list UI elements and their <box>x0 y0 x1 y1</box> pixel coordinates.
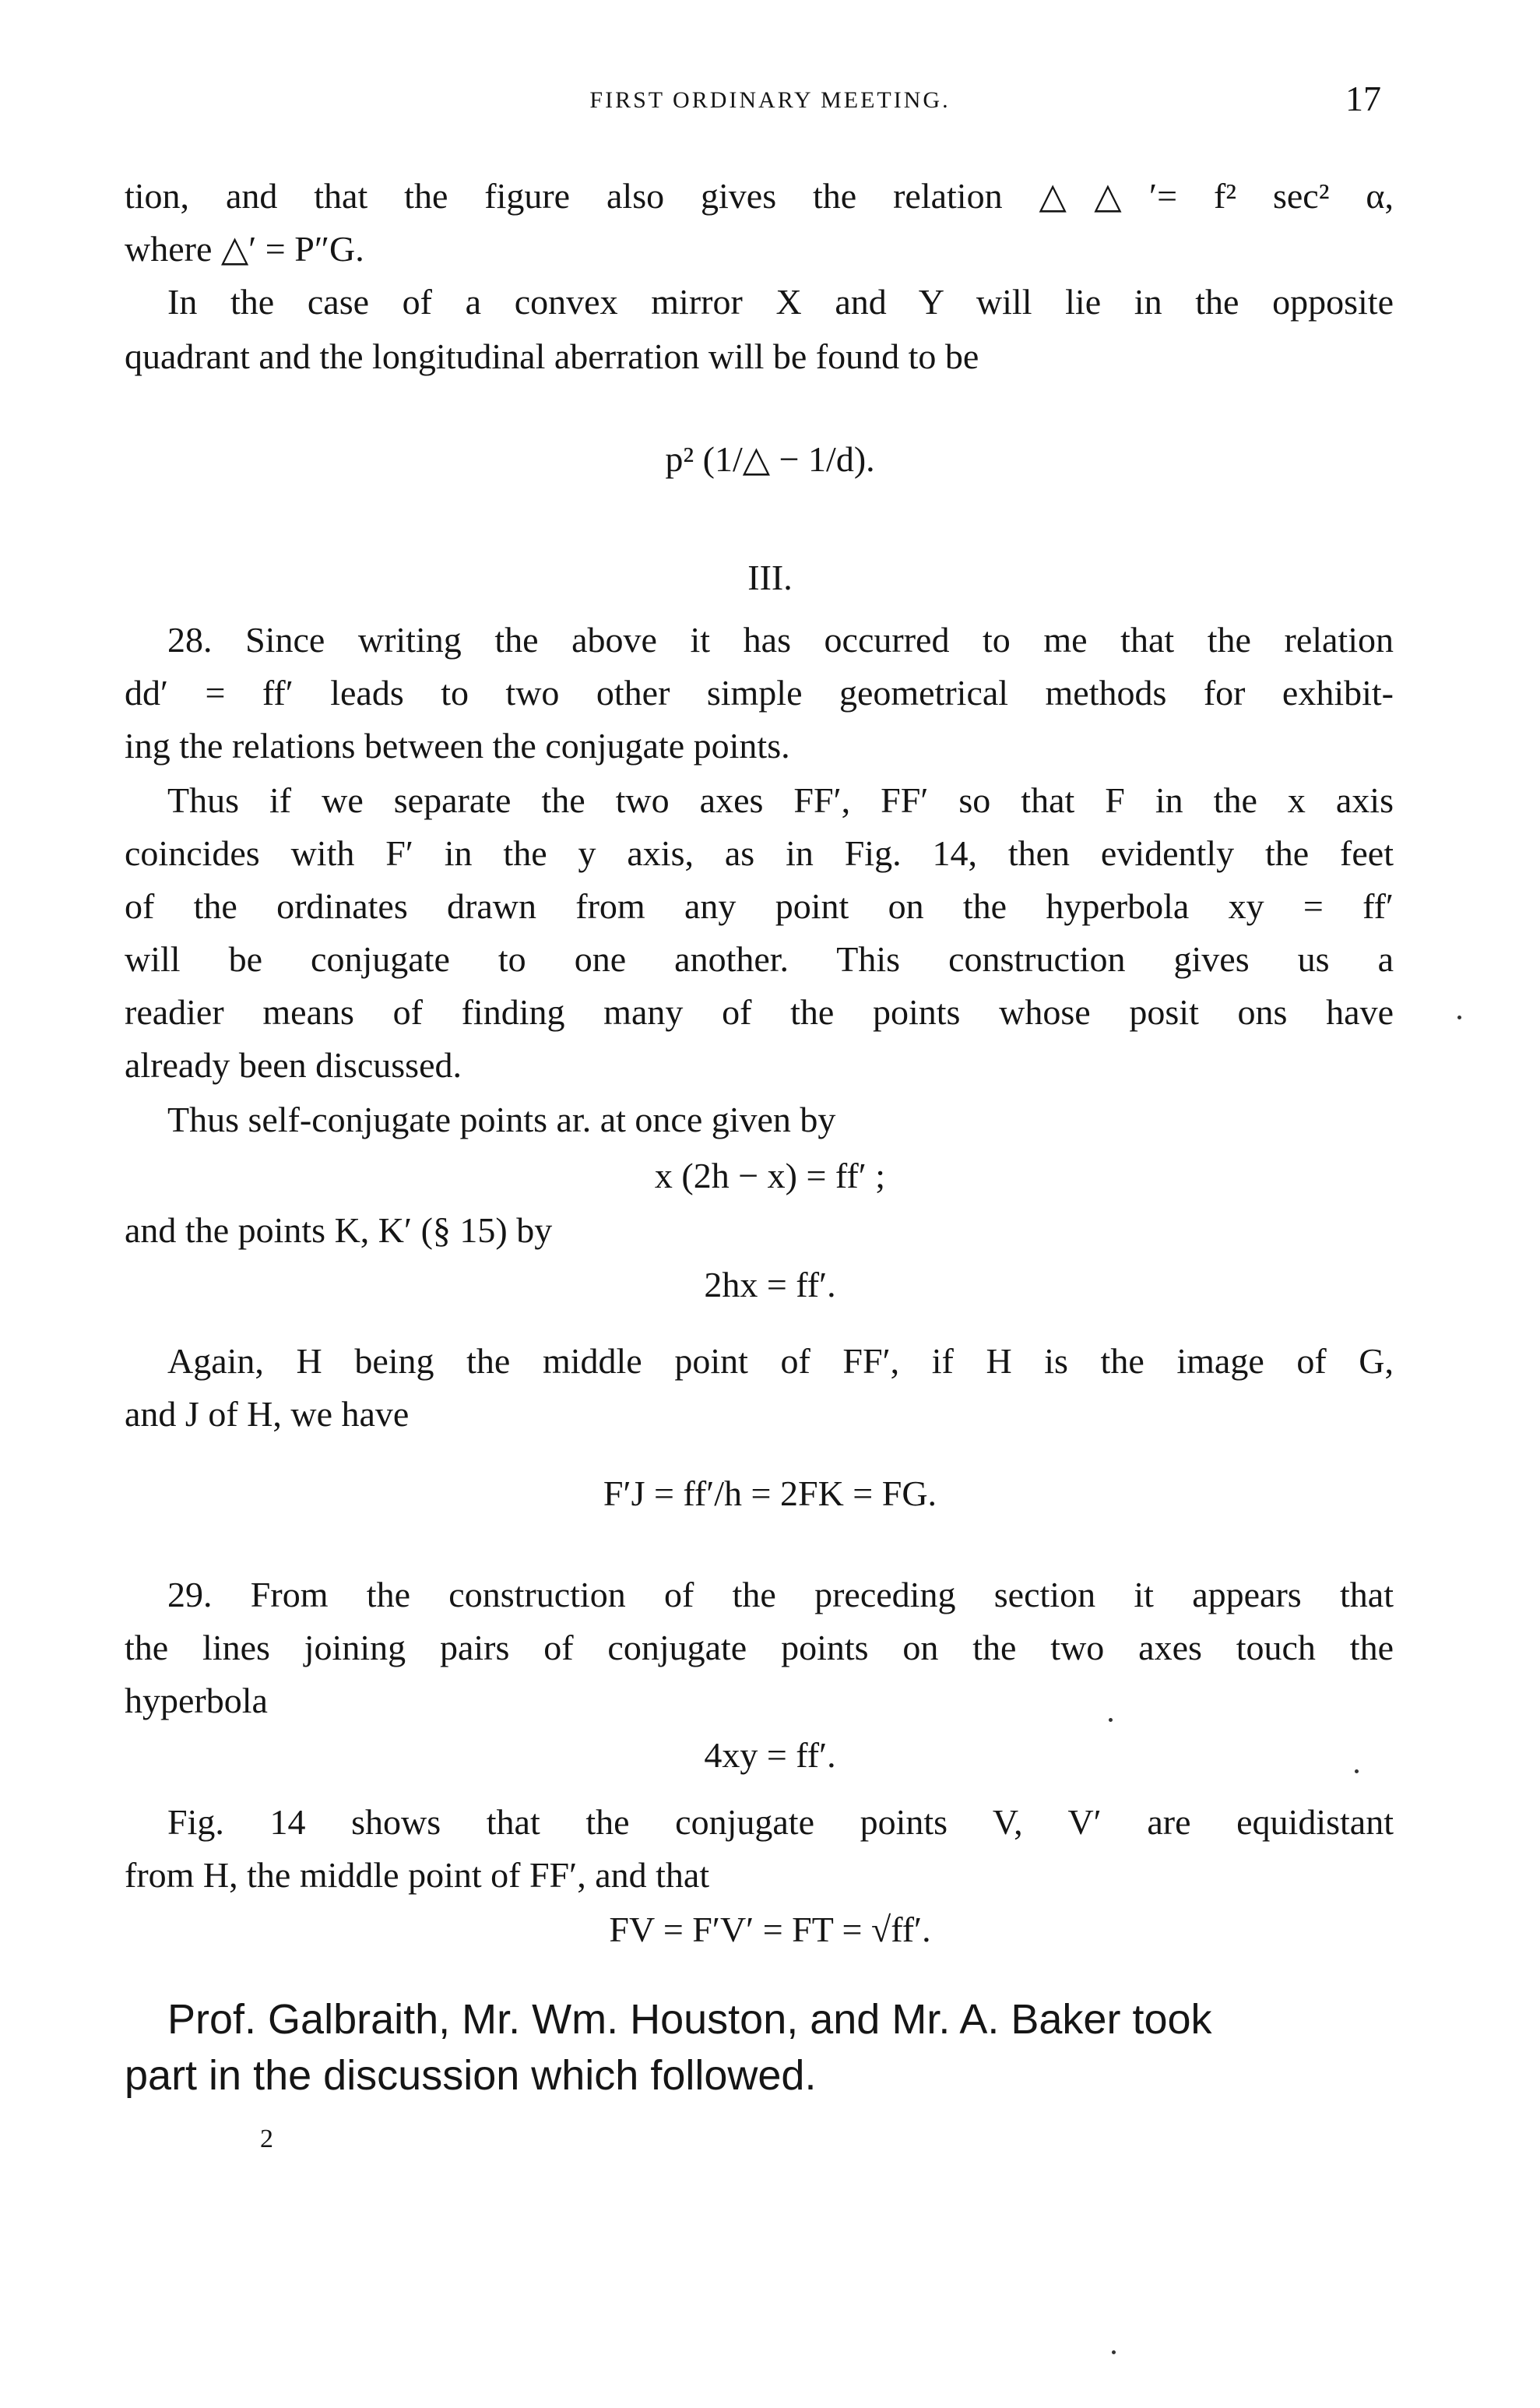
equation-fj: F′J = ff′/h = 2FK = FG. <box>603 1473 937 1513</box>
paragraph-line: from H, the middle point of FF′, and that <box>125 1855 710 1895</box>
page-number: 17 <box>1345 79 1381 118</box>
paragraph-line: and J of H, we have <box>125 1394 410 1434</box>
paragraph-line: Fig. 14 shows that the conjugate points V, V′ are equidistant <box>167 1802 1394 1842</box>
paragraph-line: the lines joining pairs of conjugate points on the two axes touch the <box>125 1628 1394 1667</box>
paragraph-line: coincides with F′ in the y axis, as in Fig. 14, then evidently the feet <box>125 833 1394 873</box>
paragraph-line: tion, and that the figure also gives the relation △△′= f² sec² α, <box>125 176 1394 216</box>
equation-k-points: 2hx = ff′. <box>704 1265 836 1304</box>
scan-speck <box>1112 2350 1116 2354</box>
section-heading: III. <box>747 558 793 597</box>
paragraph-line: Thus self-conjugate points ar. at once given by <box>167 1100 836 1139</box>
paragraph-line: dd′ = ff′ leads to two other simple geometrical methods for exhibit- <box>125 673 1394 713</box>
paragraph-line: 28. Since writing the above it has occurred to me that the relation <box>167 620 1394 660</box>
equation-hyperbola: 4xy = ff′. <box>704 1735 836 1775</box>
equation-aberration: p² (1/△ − 1/d). <box>665 439 875 479</box>
scan-speck <box>1355 1769 1359 1773</box>
paragraph-line: In the case of a convex mirror X and Y will lie in the opposite <box>167 282 1394 322</box>
paragraph-line: will be conjugate to one another. This construction gives us a <box>125 939 1394 979</box>
running-header: FIRST ORDINARY MEETING. <box>589 87 951 113</box>
paragraph-line: hyperbola <box>125 1681 268 1720</box>
paragraph-line: of the ordinates drawn from any point on the hyperbola xy = ff′ <box>125 886 1394 926</box>
paragraph-line: Again, H being the middle point of FF′, if H is the image of G, <box>167 1341 1394 1381</box>
paragraph-line: already been discussed. <box>125 1045 462 1085</box>
discussion-note-line: Prof. Galbraith, Mr. Wm. Houston, and Mr. A. Baker took <box>167 1996 1212 2043</box>
paragraph-line: and the points K, K′ (§ 15) by <box>125 1210 553 1250</box>
equation-fv: FV = F′V′ = FT = √ff′. <box>609 1910 931 1949</box>
paragraph-line: where △′ = P″G. <box>125 229 364 269</box>
paragraph-line: Thus if we separate the two axes FF′, FF′ so that F in the x axis <box>167 780 1394 820</box>
paragraph-line: quadrant and the longitudinal aberration will be found to be <box>125 336 979 376</box>
paragraph-line: readier means of finding many of the points whose posit ons have <box>125 992 1394 1032</box>
discussion-note-line: part in the discussion which followed. <box>125 2052 817 2099</box>
paragraph-line: ing the relations between the conjugate points. <box>125 726 790 766</box>
paragraph-line: 29. From the construction of the preceding section it appears that <box>167 1575 1394 1614</box>
scan-speck <box>1109 1718 1113 1722</box>
equation-self-conjugate: x (2h − x) = ff′ ; <box>654 1156 886 1195</box>
signature-mark: 2 <box>260 2125 273 2153</box>
scan-speck <box>1457 1016 1461 1019</box>
